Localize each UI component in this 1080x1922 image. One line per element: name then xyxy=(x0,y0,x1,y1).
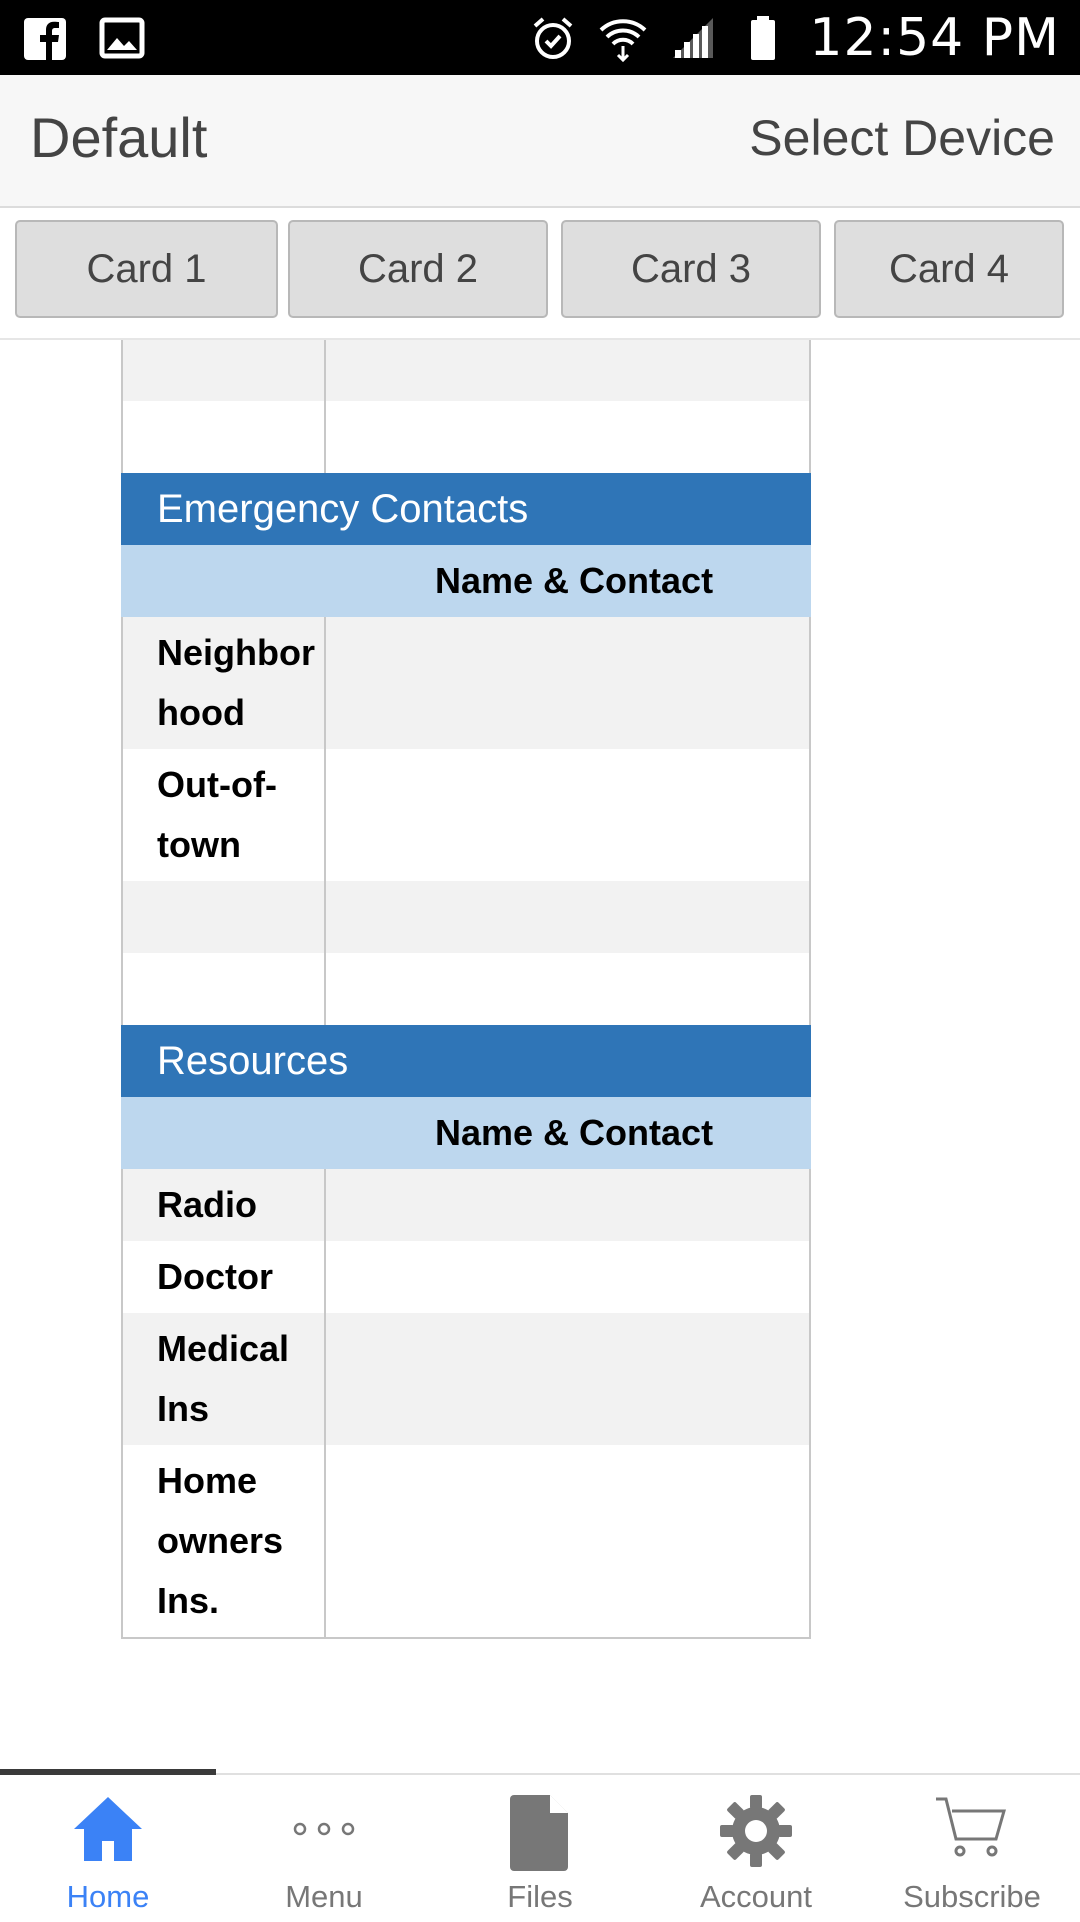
status-time: 12:54 PM xyxy=(809,7,1060,68)
home-icon xyxy=(72,1793,144,1865)
card-1-button[interactable]: Card 1 xyxy=(15,220,278,318)
row-value[interactable] xyxy=(326,1169,809,1241)
table-row xyxy=(121,749,811,881)
contacts-table xyxy=(121,340,811,1639)
nav-menu-label: Menu xyxy=(285,1879,363,1914)
cart-icon xyxy=(932,1793,1012,1869)
table-row xyxy=(121,1241,811,1313)
facebook-icon xyxy=(22,14,70,62)
nav-subscribe-label: Subscribe xyxy=(903,1879,1041,1914)
row-label: Home owners Ins. xyxy=(123,1445,326,1637)
row-value[interactable] xyxy=(326,953,809,1025)
column-header xyxy=(121,545,811,617)
nav-files[interactable] xyxy=(432,1775,648,1922)
status-bar xyxy=(0,0,1080,75)
file-icon xyxy=(504,1793,576,1873)
column-header xyxy=(121,1097,811,1169)
nav-menu[interactable] xyxy=(216,1775,432,1922)
section-header-resources: Resources xyxy=(121,1025,811,1097)
nav-subscribe[interactable] xyxy=(864,1775,1080,1922)
row-label: Neighbor hood xyxy=(123,617,326,749)
gear-icon xyxy=(718,1793,794,1869)
nav-home[interactable] xyxy=(0,1775,216,1922)
row-value[interactable] xyxy=(326,1445,809,1637)
bottom-nav xyxy=(0,1773,1080,1922)
nav-files-label: Files xyxy=(507,1879,573,1914)
row-label: Medical Ins xyxy=(123,1313,326,1445)
section-header-emergency: Emergency Contacts xyxy=(121,473,811,545)
card-4-button[interactable]: Card 4 xyxy=(834,220,1064,318)
row-label: Doctor xyxy=(123,1241,326,1313)
more-dots-icon xyxy=(288,1793,360,1865)
column-header-label: Name & Contact xyxy=(435,560,714,601)
select-device-button[interactable]: Select Device xyxy=(749,110,1055,166)
row-label: Radio xyxy=(123,1169,326,1241)
table-row xyxy=(121,1445,811,1639)
image-icon xyxy=(98,14,146,62)
table-row xyxy=(121,953,811,1025)
table-row xyxy=(121,340,811,401)
table-row xyxy=(121,1313,811,1445)
row-value[interactable] xyxy=(326,617,809,749)
wifi-icon xyxy=(599,14,647,62)
row-value[interactable] xyxy=(326,1241,809,1313)
battery-icon xyxy=(739,14,787,62)
table-row xyxy=(121,881,811,953)
card-3-button[interactable]: Card 3 xyxy=(561,220,821,318)
nav-account-label: Account xyxy=(699,1879,812,1914)
signal-icon xyxy=(669,14,717,62)
alarm-icon xyxy=(529,14,577,62)
row-label: Out-of- town xyxy=(123,749,326,881)
column-header-label: Name & Contact xyxy=(435,1112,714,1153)
nav-account[interactable] xyxy=(648,1775,864,1922)
row-value[interactable] xyxy=(326,749,809,881)
page-title: Default xyxy=(30,106,208,169)
card-2-button[interactable]: Card 2 xyxy=(288,220,548,318)
app-bar xyxy=(0,75,1080,208)
row-value[interactable] xyxy=(326,881,809,953)
table-row xyxy=(121,401,811,473)
table-row xyxy=(121,617,811,749)
table-row xyxy=(121,1169,811,1241)
card-tab-bar xyxy=(0,208,1080,340)
row-value[interactable] xyxy=(326,1313,809,1445)
nav-home-label: Home xyxy=(66,1879,150,1914)
